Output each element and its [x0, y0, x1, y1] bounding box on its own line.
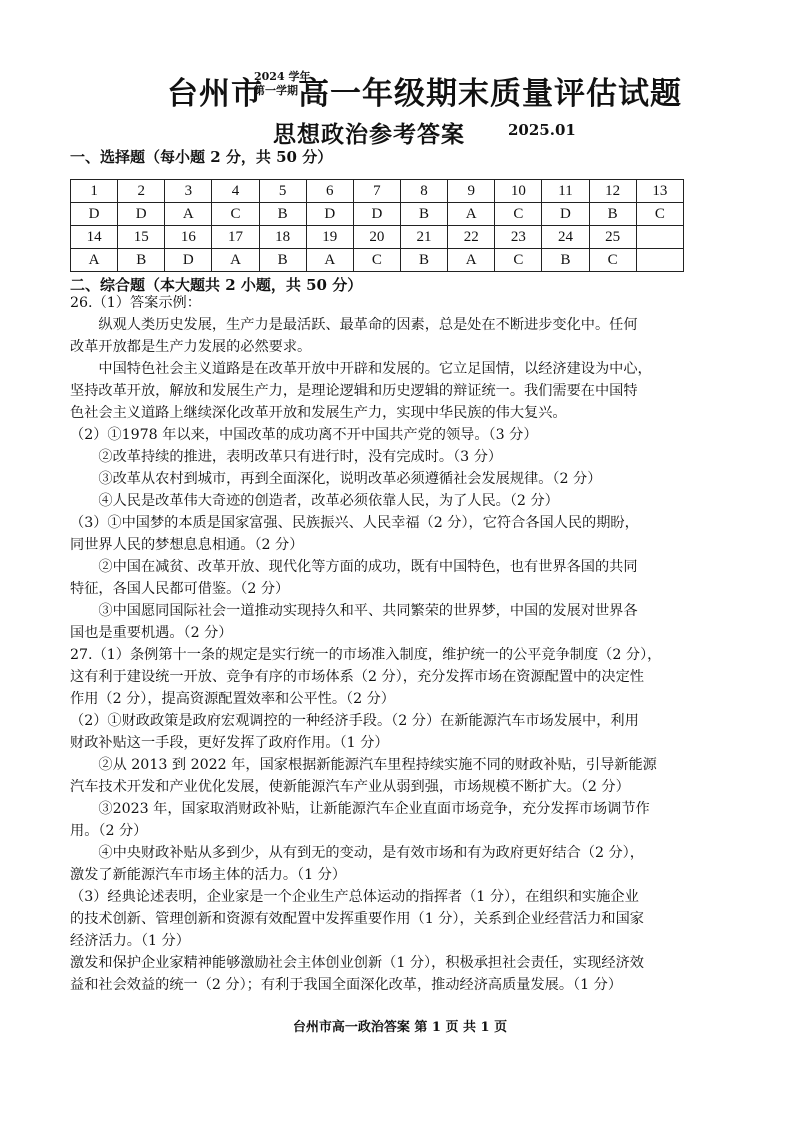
- answer-text-line: 经济活力。（1 分）: [70, 933, 190, 949]
- question-number-cell: 20: [353, 226, 400, 249]
- answer-text-line: ③改革从农村到城市，再到全面深化，说明改革必须遵循社会发展规律。（2 分）: [70, 471, 602, 487]
- page-subtitle: 思想政治参考答案: [273, 121, 465, 148]
- answer-text-line: ③中国愿同国际社会一道推动实现持久和平、共同繁荣的世界梦，中国的发展对世界各: [70, 603, 638, 619]
- answer-text-line: 的技术创新、管理创新和资源有效配置中发挥重要作用（1 分），关系到企业经营活力和国家: [70, 911, 644, 927]
- answer-text-line: 用。（2 分）: [70, 823, 148, 839]
- answer-cell: C: [353, 249, 400, 272]
- answer-text-line: 26.（1）答案示例：: [70, 295, 201, 311]
- answer-cell: B: [542, 249, 589, 272]
- answer-row: [71, 249, 684, 272]
- question-number-cell: 10: [495, 180, 542, 203]
- answer-text-line: 坚持改革开放，解放和发展生产力，是理论逻辑和历史逻辑的辩证统一。我们需要在中国特: [70, 383, 638, 399]
- answer-text-line: 汽车技术开发和产业优化发展，使新能源汽车产业从弱到强，市场规模不断扩大。（2 分）: [70, 779, 630, 795]
- exam-date: 2025.01: [508, 121, 576, 139]
- question-number-cell: 15: [118, 226, 165, 249]
- question-number-cell: 1: [71, 180, 118, 203]
- section-2-heading: 二、综合题（本大题共 2 小题，共 50 分）: [70, 276, 363, 294]
- question-number-row: [71, 180, 684, 203]
- question-number-cell: 2: [118, 180, 165, 203]
- title-city: 台州市: [167, 76, 263, 112]
- answer-cell: B: [589, 203, 636, 226]
- answer-cell: D: [353, 203, 400, 226]
- answer-cell: A: [448, 203, 495, 226]
- answer-cell: D: [118, 203, 165, 226]
- question-number-cell: 4: [212, 180, 259, 203]
- answer-text-line: 纵观人类历史发展，生产力是最活跃、最革命的因素，总是处在不断进步变化中。任何: [70, 317, 638, 333]
- answer-table: [70, 179, 684, 272]
- answer-text-line: ④人民是改革伟大奇迹的创造者，改革必须依靠人民，为了人民。（2 分）: [70, 493, 559, 509]
- question-number-cell: 3: [165, 180, 212, 203]
- answer-cell: A: [71, 249, 118, 272]
- title-year: 2024 学年: [254, 70, 311, 83]
- answer-text-line: 这有利于建设统一开放、竞争有序的市场体系（2 分），充分发挥市场在资源配置中的决定性: [70, 669, 644, 685]
- answer-cell: B: [118, 249, 165, 272]
- question-number-cell: 11: [542, 180, 589, 203]
- answer-text-line: 中国特色社会主义道路是在改革开放中开辟和发展的。它立足国情，以经济建设为中心，: [70, 361, 652, 377]
- question-number-cell: 17: [212, 226, 259, 249]
- answer-text-line: ②改革持续的推进，表明改革只有进行时，没有完成时。（3 分）: [70, 449, 503, 465]
- answer-text-line: ④中央财政补贴从多到少，从有到无的变动，是有效市场和有为政府更好结合（2 分），: [70, 845, 644, 861]
- answer-cell: C: [589, 249, 636, 272]
- question-number-cell: 19: [306, 226, 353, 249]
- question-number-cell: 22: [448, 226, 495, 249]
- question-number-cell: 9: [448, 180, 495, 203]
- answer-text-line: 益和社会效益的统一（2 分）；有利于我国全面深化改革，推动经济高质量发展。（1 分）: [70, 977, 623, 993]
- question-number-cell: 24: [542, 226, 589, 249]
- answer-text-line: （2）①财政政策是政府宏观调控的一种经济手段。（2 分）在新能源汽车市场发展中，利用: [70, 713, 639, 729]
- answer-cell: [636, 249, 683, 272]
- answer-text-line: ②从 2013 到 2022 年，国家根据新能源汽车里程持续实施不同的财政补贴，引导新能源: [70, 757, 657, 773]
- question-number-cell: 18: [259, 226, 306, 249]
- title-row: [0, 66, 800, 116]
- question-number-cell: 5: [259, 180, 306, 203]
- answer-text-line: 色社会主义道路上继续深化改革开放和发展生产力，实现中华民族的伟大复兴。: [70, 405, 567, 421]
- answer-row: [71, 203, 684, 226]
- question-number-cell: 16: [165, 226, 212, 249]
- answer-cell: C: [212, 203, 259, 226]
- answer-text-line: 财政补贴这一手段，更好发挥了政府作用。（1 分）: [70, 735, 389, 751]
- answer-cell: D: [71, 203, 118, 226]
- question-number-cell: 13: [636, 180, 683, 203]
- answer-text-line: 27.（1）条例第十一条的规定是实行统一的市场准入制度，维护统一的公平竞争制度（2 分），: [70, 647, 662, 663]
- question-number-cell: 12: [589, 180, 636, 203]
- answer-cell: C: [495, 203, 542, 226]
- question-number-cell: 14: [71, 226, 118, 249]
- question-number-cell: 23: [495, 226, 542, 249]
- answer-cell: A: [165, 203, 212, 226]
- answer-cell: D: [542, 203, 589, 226]
- answer-text-line: 作用（2 分），提高资源配置效率和公平性。（2 分）: [70, 691, 395, 707]
- section-1-heading: 一、选择题（每小题 2 分，共 50 分）: [70, 148, 333, 166]
- answer-text-line: 国也是重要机遇。（2 分）: [70, 625, 233, 641]
- answer-text-line: ③2023 年，国家取消财政补贴，让新能源汽车企业直面市场竞争，充分发挥市场调节作: [70, 801, 650, 817]
- answer-cell: B: [259, 203, 306, 226]
- answer-cell: D: [165, 249, 212, 272]
- question-number-row: [71, 226, 684, 249]
- answer-text-line: 同世界人民的梦想息息相通。（2 分）: [70, 537, 304, 553]
- answer-text-line: 特征，各国人民都可借鉴。（2 分）: [70, 581, 290, 597]
- answer-cell: C: [495, 249, 542, 272]
- question-number-cell: 8: [400, 180, 447, 203]
- answer-text-line: ②中国在减贫、改革开放、现代化等方面的成功，既有中国特色，也有世界各国的共同: [70, 559, 638, 575]
- answer-cell: A: [212, 249, 259, 272]
- answer-text-line: 改革开放都是生产力发展的必然要求。: [70, 339, 312, 355]
- answer-text-line: 激发和保护企业家精神能够激励社会主体创业创新（1 分），积极承担社会责任，实现经济效: [70, 955, 644, 971]
- title-semester: 第一学期: [254, 84, 298, 97]
- answer-text-line: 激发了新能源汽车市场主体的活力。（1 分）: [70, 867, 347, 883]
- answer-cell: B: [259, 249, 306, 272]
- answer-cell: B: [400, 249, 447, 272]
- answer-text-line: （3）①中国梦的本质是国家富强、民族振兴、人民幸福（2 分），它符合各国人民的期盼，: [70, 515, 639, 531]
- answer-text-line: （3）经典论述表明，企业家是一个企业生产总体运动的指挥者（1 分），在组织和实施企业: [70, 889, 639, 905]
- question-number-cell: 7: [353, 180, 400, 203]
- answer-cell: D: [306, 203, 353, 226]
- answer-cell: C: [636, 203, 683, 226]
- answer-cell: A: [448, 249, 495, 272]
- question-number-cell: [636, 226, 683, 249]
- question-number-cell: 6: [306, 180, 353, 203]
- answer-text-line: （2）①1978 年以来，中国改革的成功离不开中国共产党的领导。（3 分）: [70, 427, 538, 443]
- answer-cell: A: [306, 249, 353, 272]
- answer-cell: B: [400, 203, 447, 226]
- page-footer: 台州市高一政治答案 第 1 页 共 1 页: [292, 1020, 508, 1035]
- question-number-cell: 21: [400, 226, 447, 249]
- title-main: 高一年级期末质量评估试题: [298, 76, 682, 112]
- question-number-cell: 25: [589, 226, 636, 249]
